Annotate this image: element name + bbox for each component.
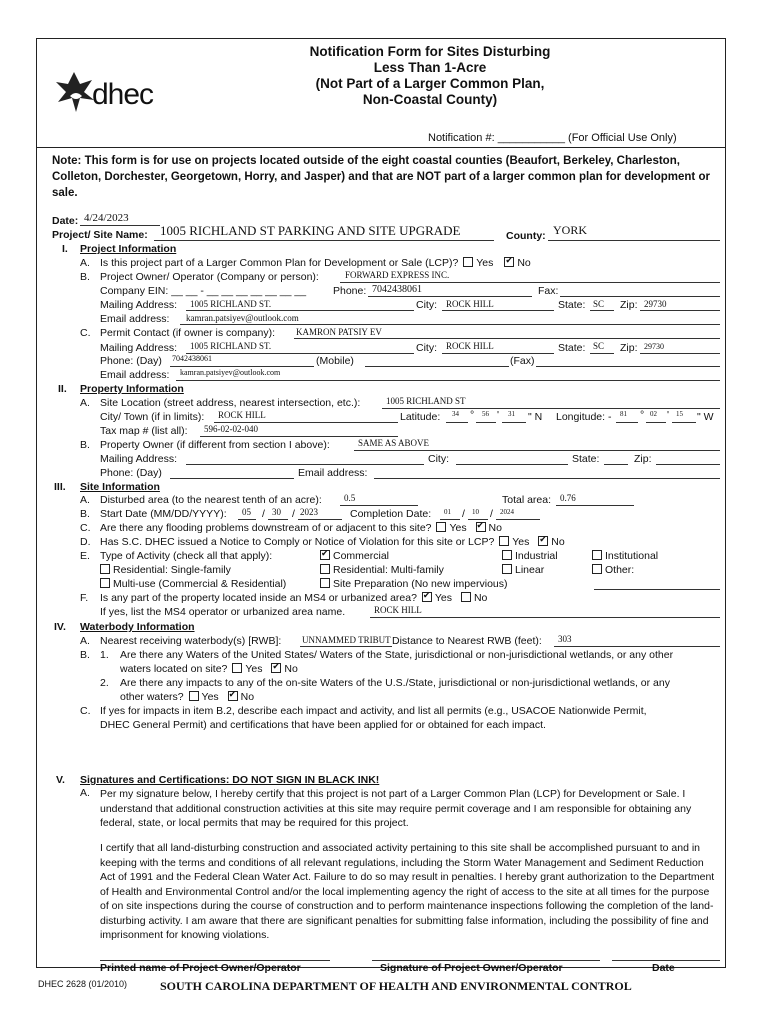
s3-b-text: Start Date (MM/DD/YYYY): [100,508,227,520]
s1-phone-value[interactable]: 7042438061 [372,284,422,295]
s4-b1-row [120,663,298,675]
title-line-2: Less Than 1-Acre [373,60,487,75]
dhec-logo [52,70,172,116]
s1-fax-line [560,296,720,297]
s3-f-no-checkbox[interactable] [461,592,471,602]
s4-distance-label: Distance to Nearest RWB (feet): [392,635,542,647]
s3-a-text: Disturbed area (to the nearest tenth of an acre): [100,494,322,506]
s2-lat-min[interactable]: 56 [482,410,489,418]
section-3-num: III. [54,481,66,493]
s1-c-zip-label: Zip: [620,342,638,354]
s1-mail-value[interactable]: 1005 RICHLAND ST. [190,299,272,309]
s3-industrial-label: Industrial [515,550,558,562]
s3-disturbed-value[interactable]: 0.5 [344,493,356,503]
s4-b1-text: Are there any Waters of the United States/ Waters of the State, jurisdictional or non-jurisdictional wetlands, or any other [120,649,674,661]
s3-commercial-option [318,550,389,562]
s1-c-city-label: City: [416,342,437,354]
s4-c-label: C. [80,705,91,717]
s3-start-m-line [238,519,256,520]
s4-b1-no-checkbox[interactable] [271,663,281,673]
s2-tax-value[interactable]: 596-02-02-040 [204,424,258,434]
signature-line [372,960,600,961]
s2-lat-label: Latitude: [400,411,441,423]
s1-c-phone-value[interactable]: 7042438061 [172,354,212,363]
s1-c-email-value[interactable]: kamran.patsiyev@outlook.com [180,368,281,377]
s1-c-city-value[interactable]: ROCK HILL [446,341,494,351]
s1-c-mail-line [186,353,414,354]
s3-other-line [594,589,720,590]
site-name-label: Project/ Site Name: [52,229,148,241]
s3-industrial-checkbox[interactable] [502,550,512,560]
s2-lat-min-symbol: ' [497,409,500,421]
s2-b-label: B. [80,439,90,451]
s1-c-text: Permit Contact (if owner is company): [100,327,276,339]
s2-city-value[interactable]: ROCK HILL [218,410,266,420]
s4-b-label: B. [80,649,90,661]
section-2-num: II. [58,383,67,395]
printed-name-line [100,960,330,961]
s3-total-value[interactable]: 0.76 [560,493,576,503]
section-3-title: Site Information [80,481,160,493]
s1-a-yes-label: Yes [476,257,494,269]
s1-city-label: City: [416,299,437,311]
s3-industrial-option [500,550,558,562]
s2-a-label: A. [80,397,90,409]
s1-ein-label: Company EIN: __ __ - __ __ __ __ __ __ __ [100,285,307,297]
s3-f-row [100,592,487,604]
s2-mail-line [186,464,424,465]
county-label: County: [506,230,546,242]
s3-c-yes-checkbox[interactable] [436,522,446,532]
s4-b2-num: 2. [100,677,109,689]
section-2-title: Property Information [80,383,184,395]
s3-d-label: D. [80,536,91,548]
s3-f-yes-label: Yes [434,592,453,604]
s3-start-slash-2: / [292,508,295,520]
s1-c-mail-label: Mailing Address: [100,342,178,354]
s3-c-yes-label: Yes [449,522,467,534]
s1-phone-line [368,296,532,297]
s1-c-mobile-line [365,366,509,367]
s4-b2-yes-checkbox[interactable] [189,691,199,701]
s2-zip-line [656,464,720,465]
s1-state-line [590,310,614,311]
s1-city-value[interactable]: ROCK HILL [446,299,494,309]
s2-lon-deg[interactable]: 81 [620,410,627,418]
s3-c-no-label: No [488,522,502,534]
s2-lat-dir: " N [528,411,543,423]
s3-comp-m-line [440,519,460,520]
s2-phone-label: Phone: (Day) [100,467,162,479]
s3-c-question: Are there any flooding problems downstream of or adjacent to this site? [100,522,432,534]
s3-institutional-option [590,550,658,562]
section-4-title: Waterbody Information [80,621,195,633]
title-line-4: Non-Coastal County) [362,92,498,107]
s1-contact-value[interactable]: KAMRON PATSIY EV [296,327,382,337]
s1-state-label: State: [558,299,586,311]
s5-a-text: Per my signature below, I hereby certify that this project is not part of a Larger Common Plan (LCP) for Development or Sale. I understand that additional construction activities at this site may require permit coverage and I am responsible for obtaining any federal, state, or local permits that may be required for this project. [100,788,692,829]
note-text: Note: This form is for use on projects located outside of the eight coastal counties (Beaufort, Berkeley, Charleston, Colleton, Dorchester, Georgetown, Horry, and Jasper) and that are NOT part of a larger common plan for development or sale. [52,155,710,199]
printed-name-label: Printed name of Project Owner/Operator [100,962,301,974]
s4-distance-line [554,646,720,647]
s3-commercial-label: Commercial [333,550,390,562]
county-value[interactable]: YORK [553,223,588,237]
s3-start-slash-1: / [262,508,265,520]
s1-email-line [180,324,720,325]
s1-a-text [100,257,531,269]
s3-res-single-label: Residential: Single-family [113,564,231,576]
s3-start-d[interactable]: 30 [272,507,281,517]
s1-a-no-label: No [517,257,531,269]
s3-f-label: F. [80,592,89,604]
s2-lat-min-line [476,422,496,423]
section-5-title: Signatures and Certifications: DO NOT SIGN IN BLACK INK! [80,774,380,786]
s4-b2-text-2: other waters? [120,691,184,703]
s1-phone-label: Phone: [333,285,367,297]
s1-a-no-checkbox[interactable] [504,257,514,267]
s3-c-label: C. [80,522,91,534]
s3-other-checkbox[interactable] [592,564,602,574]
s1-c-email-line [176,380,720,381]
s2-email-label: Email address: [298,467,368,479]
s3-d-row [100,536,565,548]
s4-b2-text: Are there any impacts to any of the on-site Waters of the U.S./State, jurisdictional or non-jurisdictional wetlands, or any [120,677,670,689]
s3-start-y-line [298,519,342,520]
s1-c-fax-line [536,366,720,367]
s2-city2-label: City: [428,453,449,465]
s1-c-email-label: Email address: [100,369,170,381]
palmetto-icon [52,70,96,114]
s3-other-option [590,564,634,576]
s2-lat-sec-line [502,422,526,423]
s2-city-label: City/ Town (if in limits): [100,411,205,423]
s2-phone-line [170,478,294,479]
s1-mail-line [186,310,414,311]
s1-b-text: Project Owner/ Operator (Company or person): [100,271,319,283]
section-1-num: I. [62,243,68,255]
s3-e-text: Type of Activity (check all that apply): [100,550,273,562]
section-1-title: Project Information [80,243,177,255]
section-5-num: V. [56,774,65,786]
s2-tax-label: Tax map # (list all): [100,425,188,437]
form-id: DHEC 2628 (01/2010) [38,979,128,989]
s3-comp-m[interactable]: 01 [444,508,451,516]
s3-total-label: Total area: [502,494,552,506]
s1-c-zip-value[interactable]: 29730 [644,342,664,351]
s3-start-m[interactable]: 05 [242,507,251,517]
s1-b-label: B. [80,271,90,283]
s3-comp-slash-2: / [490,508,493,520]
s3-site-prep-label: Site Preparation (No new impervious) [333,578,508,590]
s3-multi-use-checkbox[interactable] [100,578,110,588]
s3-c-no-checkbox[interactable] [476,522,486,532]
s1-contact-line [294,338,720,339]
s3-comp-slash-1: / [462,508,465,520]
s2-lon-deg-symbol: ° [640,409,645,421]
s3-disturbed-line [340,505,418,506]
logo-text: dhec [92,78,154,111]
s1-c-state-label: State: [558,342,586,354]
s4-b2-row [120,691,254,703]
s1-c-mobile-label: (Mobile) [316,355,354,367]
s2-email-line [374,478,720,479]
s3-linear-label: Linear [515,564,545,576]
s4-b2-no-checkbox[interactable] [228,691,238,701]
s1-c-label: C. [80,327,91,339]
s2-city-line [214,422,398,423]
s4-b1-num: 1. [100,649,109,661]
s4-distance-value[interactable]: 303 [558,634,572,644]
form-title [250,44,610,108]
s3-d-yes-label: Yes [512,536,530,548]
s4-b1-yes-label: Yes [245,663,263,675]
department-name: SOUTH CAROLINA DEPARTMENT OF HEALTH AND ENVIRONMENTAL CONTROL [160,979,632,993]
s1-zip-line [640,310,720,311]
date-value[interactable]: 4/24/2023 [84,212,129,224]
s2-mail-label: Mailing Address: [100,453,178,465]
title-line-1: Notification Form for Sites Disturbing [309,44,551,59]
s2-lon-label: Longitude: - [556,411,612,423]
s1-c-mail-value[interactable]: 1005 RICHLAND ST. [190,341,272,351]
s1-a-question: Is this project part of a Larger Common Plan for Development or Sale (LCP)? [100,257,459,269]
s1-c-state-value[interactable]: SC [593,341,605,351]
s3-start-d-line [268,519,288,520]
s3-d-yes-checkbox[interactable] [499,536,509,546]
s2-tax-line [200,436,398,437]
s2-lat-deg[interactable]: 34 [452,410,459,418]
s2-lon-sec[interactable]: 15 [676,410,683,418]
s3-institutional-checkbox[interactable] [592,550,602,560]
sign-date-label: Date [652,962,675,974]
site-name-value[interactable]: 1005 RICHLAND ST PARKING AND SITE UPGRADE [160,223,461,238]
s3-linear-checkbox[interactable] [502,564,512,574]
s2-lon-dir: " W [697,411,714,423]
s1-email-label: Email address: [100,313,170,325]
s1-c-phone-line [170,366,314,367]
notification-number: Notification #: ___________ (For Official Use Only) [428,132,677,144]
s3-b-label: B. [80,508,90,520]
title-line-3: (Not Part of a Larger Common Plan, [315,76,545,91]
s3-res-single-checkbox[interactable] [100,564,110,574]
s2-lat-deg-symbol: ° [470,409,475,421]
s1-c-state-line [590,353,614,354]
s4-a-label: A. [80,635,90,647]
s1-c-phone-label: Phone: (Day) [100,355,162,367]
s3-completion-label: Completion Date: [350,508,432,520]
s2-owner-line [354,450,720,451]
s2-lat-deg-line [446,422,468,423]
s3-ms4-value[interactable]: ROCK HILL [374,605,422,615]
s1-state-value[interactable]: SC [593,299,605,309]
s2-location-line [382,408,720,409]
s4-a-text: Nearest receiving waterbody(s) [RWB]: [100,635,282,647]
s3-f-list-text: If yes, list the MS4 operator or urbanized area name. [100,606,346,618]
s3-res-multi-label: Residential: Multi-family [333,564,444,576]
s1-zip-value[interactable]: 29730 [644,299,667,309]
s1-owner-line [340,282,720,283]
header-divider [36,147,725,148]
s1-a-label: A. [80,257,90,269]
s3-d-no-checkbox[interactable] [538,536,548,546]
s3-c-row [100,522,502,534]
s3-comp-y-line [496,519,540,520]
s1-fax-label: Fax: [538,285,559,297]
s4-c-text-2: DHEC General Permit) and certifications that have been applied for or obtained for each impact. [100,719,546,731]
s2-lon-sec-line [672,422,696,423]
s3-site-prep-option [318,578,508,590]
s3-other-label: Other: [605,564,635,576]
s1-mail-label: Mailing Address: [100,299,178,311]
s3-start-y[interactable]: 2023 [300,507,318,517]
s3-commercial-checkbox[interactable] [320,550,330,560]
s1-city-line [442,310,554,311]
s2-b-text: Property Owner (if different from section I above): [100,439,330,451]
s2-zip-label: Zip: [634,453,652,465]
s1-c-city-line [442,353,554,354]
s1-a-yes-checkbox[interactable] [463,257,473,267]
s3-res-single-option [98,564,231,576]
site-name-line [154,240,494,241]
s2-a-text: Site Location (street address, nearest intersection, etc.): [100,397,361,409]
s4-waterbody-line [300,646,392,647]
s3-res-multi-checkbox[interactable] [320,564,330,574]
county-line [548,240,720,241]
s2-lon-min-line [646,422,666,423]
s3-site-prep-checkbox[interactable] [320,578,330,588]
s3-d-question: Has S.C. DHEC issued a Notice to Comply or Notice of Violation for this site or LCP? [100,536,495,548]
s5-certification-text: I certify that all land-disturbing construction and associated activity pertaining to this site shall be accomplished pursuant to and in keeping with the terms and conditions of all relevant regulations, including the Storm Water Management and Sediment Reduction Act of 1991 and the Federal Clean Water Act. Failure to do so may result in penalties. I hereby grant authorization to the Department of Health and Environmental Control and/or the local implementing agency the right of access to the site at all times for the purpose of on site inspections during the course of construction and to perform maintenance inspections following the completion of the land-disturbing activity. I am aware that there are significant penalties for submitting false information, including the possibility of fine and imprisonment for knowing violations. [100,842,715,941]
s3-a-label: A. [80,494,90,506]
s2-owner-value[interactable]: SAME AS ABOVE [358,438,430,448]
s3-linear-option [500,564,544,576]
date-sign-line [612,960,720,961]
s4-b1-no-label: No [284,663,298,675]
s4-waterbody-value[interactable]: UNNAMMED TRIBUT [302,635,391,645]
date-line [80,225,160,226]
s4-b1-text-2: waters located on site? [120,663,228,675]
s1-c-fax-label: (Fax) [510,355,535,367]
s3-f-yes-checkbox[interactable] [422,592,432,602]
s1-c-zip-line [640,353,720,354]
s3-d-no-label: No [551,536,565,548]
s3-ms4-line [370,617,720,618]
s3-multi-use-label: Multi-use (Commercial & Residential) [113,578,287,590]
signature-label: Signature of Project Owner/Operator [380,962,563,974]
s3-comp-d[interactable]: 10 [472,508,479,516]
s4-c-text: If yes for impacts in item B.2, describe each impact and activity, and list all permits (e.g., USACOE Nationwide Permit, [100,705,647,717]
s3-institutional-label: Institutional [605,550,659,562]
s4-b2-yes-label: Yes [201,691,219,703]
s2-state-label: State: [572,453,600,465]
s2-lon-min-symbol: ' [667,409,670,421]
section-4-num: IV. [54,621,66,633]
s3-multi-use-option [98,578,286,590]
s2-state-line [604,464,628,465]
s3-f-question: Is any part of the property located inside an MS4 or urbanized area? [100,592,417,604]
s3-comp-y[interactable]: 2024 [500,508,514,516]
s1-owner-value[interactable]: FORWARD EXPRESS INC. [345,270,450,280]
s2-lon-min[interactable]: 02 [650,410,657,418]
s3-f-no-label: No [473,592,488,604]
s2-location-value[interactable]: 1005 RICHLAND ST [386,396,466,406]
s1-email-value[interactable]: kamran.patsiyev@outlook.com [186,313,299,323]
s1-zip-label: Zip: [620,299,638,311]
s2-lon-deg-line [616,422,638,423]
s3-e-label: E. [80,550,90,562]
s5-a-label: A. [80,787,90,799]
s2-lat-sec[interactable]: 31 [508,410,515,418]
s4-b2-no-label: No [240,691,255,703]
date-label: Date: [52,215,79,227]
s4-b1-yes-checkbox[interactable] [232,663,242,673]
s3-total-line [556,505,634,506]
s2-city2-line [456,464,568,465]
s3-res-multi-option [318,564,444,576]
